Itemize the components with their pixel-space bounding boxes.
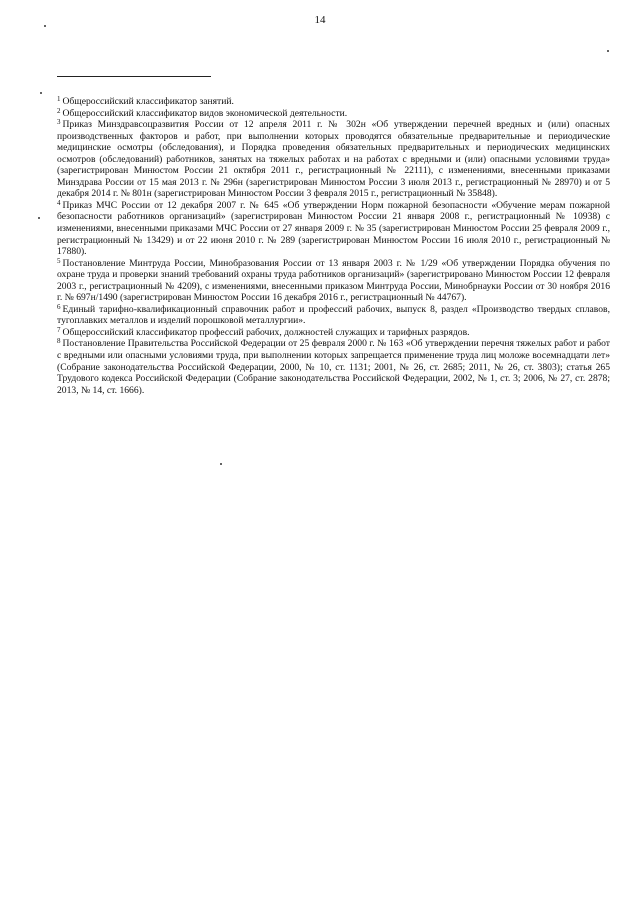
scan-artifact-dot bbox=[40, 92, 42, 94]
footnote-2 bbox=[57, 108, 610, 120]
footnote-text: Общероссийский классификатор видов экономической деятельности. bbox=[62, 107, 348, 119]
footnote-mark: 1 bbox=[57, 95, 61, 103]
footnote-1 bbox=[57, 96, 610, 108]
scan-artifact-dot bbox=[220, 463, 222, 465]
footnote-8 bbox=[57, 338, 610, 396]
footnote-mark: 6 bbox=[57, 302, 61, 311]
footnote-5 bbox=[57, 258, 610, 304]
footnote-text: Общероссийский классификатор профессий рабочих, должностей служащих и тарифных разрядов. bbox=[62, 326, 470, 338]
footnote-mark: 4 bbox=[57, 198, 61, 207]
scan-artifact-dot bbox=[38, 217, 40, 219]
footnote-text: Приказ Минздравсоцразвития России от 12 апреля 2011 г. № 302н «Об утверждении перечней вредных и (или) опасных производственных факторов и работ, при выполнении которых проводятся обязательные предварительные и периодические медицинские осмотры (обследования), и Порядка проведения обязательных предварительных и периодических медицинских осмотров (обследований) работников, занятых на тяжелых работах и на работах с вредными и (или) опасными условиями труда» (зарегистрирован Минюстом России 21 октября 2011 г., регистрационный № 22111), с изменениями, внесенными приказами Минздрава России от 15 мая 2013 г. № 296н (зарегистрирован Минюстом России 3 июля 2013 г., регистрационный № 28970) и от 5 декабря 2014 г. № 801н (зарегистрирован Минюстом России 3 февраля 2015 г., регистрационный № 35848). bbox=[57, 119, 610, 200]
footnote-mark: 7 bbox=[57, 325, 61, 334]
footnote-mark: 2 bbox=[57, 106, 61, 115]
footnote-3 bbox=[57, 119, 610, 200]
footnote-mark: 5 bbox=[57, 256, 61, 265]
footnote-text: Постановление Минтруда России, Минобразования России от 13 января 2003 г. № 1/29 «Об утверждении Порядка обучения по охране труда и проверки знаний требований охраны труда работников организаций» (зарегистрировано Минюстом России 12 февраля 2003 г., регистрационный № 4209), с изменениями, внесенными приказом Минтруда России, Минобрнауки России от 30 ноября 2016 г. № 697н/1490 (зарегистрирован Минюстом России 16 декабря 2016 г., регистрационный № 44767). bbox=[57, 257, 610, 304]
footnote-separator-rule bbox=[57, 76, 211, 77]
footnote-text: Общероссийский классификатор занятий. bbox=[62, 96, 234, 107]
footnote-mark: 3 bbox=[57, 118, 61, 127]
footnote-text: Приказ МЧС России от 12 декабря 2007 г. № 645 «Об утверждении Норм пожарной безопасности «Обучение мерам пожарной безопасности работников организаций» (зарегистрирован Минюстом России 21 января 2008 г., регистрационный № 10938) с изменениями, внесенными приказами МЧС России от 27 января 2009 г. № 35 (зарегистрирован Минюстом России 25 февраля 2009 г., регистрационный № 13429) и от 22 июня 2010 г. № 289 (зарегистрирован Минюстом России 16 июля 2010 г., регистрационный № 17880). bbox=[57, 199, 610, 258]
footnote-4 bbox=[57, 200, 610, 258]
footnote-text: Постановление Правительства Российской Федерации от 25 февраля 2000 г. № 163 «Об утверждении перечня тяжелых работ и работ с вредными или опасными условиями труда, при выполнении которых запрещается применение труда лиц моложе восемнадцати лет» (Собрание законодательства Российской Федерации, 2000, № 10, ст. 1131; 2001, № 26, ст. 2685; 2011, № 26, ст. 3803); статья 265 Трудового кодекса Российской Федерации (Собрание законодательства Российской Федерации, 2002, № 1, ст. 3; 2006, № 27, ст. 2878; 2013, № 14, ст. 1666). bbox=[57, 338, 610, 396]
scan-artifact-dot bbox=[44, 25, 46, 27]
footnote-text: Единый тарифно-квалификационный справочник работ и профессий рабочих, выпуск 8, раздел «Производство твердых сплавов, тугоплавких металлов и изделий порошковой металлургии». bbox=[57, 303, 610, 327]
scan-artifact-dot bbox=[607, 50, 609, 52]
footnote-6 bbox=[57, 304, 610, 327]
footnote-mark: 8 bbox=[57, 337, 61, 346]
page-number: 14 bbox=[314, 14, 326, 26]
footnotes-block bbox=[57, 96, 610, 396]
footnote-7 bbox=[57, 327, 610, 339]
